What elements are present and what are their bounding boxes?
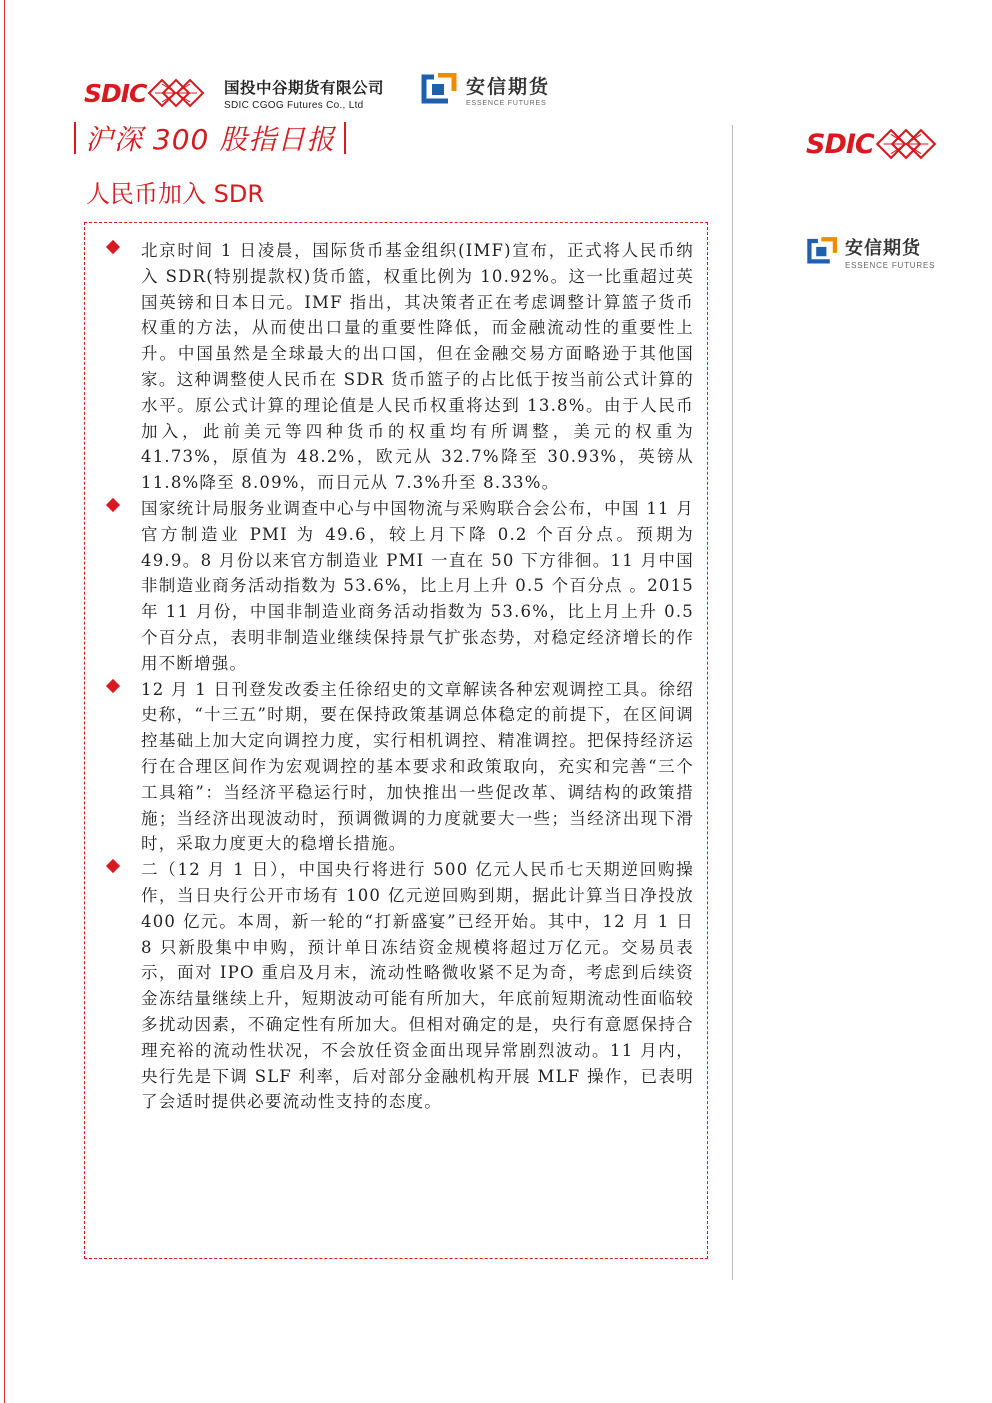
sdic-logo-sidebar [806,128,937,160]
page-left-rule [4,0,5,1403]
company-name-en: SDIC CGOG Futures Co., Ltd [224,100,364,111]
company-name-cn: 国投中谷期货有限公司 [224,79,385,97]
bullet-text: 北京时间 1 日凌晨，国际货币基金组织(IMF)宣布，正式将人民币纳入 SDR(特别提款权)货币篮，权重比例为 10.92%。这一比重超过英国英镑和日本日元。IMF 指出，其决策者正在考虑调整计算篮子货币权重的方法，从而使出口量的重要性降低，而金融流动性的重要性上升。中国虽然是全球最大的出口国，但在金融交易方面略逊于其他国家。这种调整使人民币在 SDR 货币篮子的占比低于按当前公式计算的水平。原公式计算的理论值是人民币权重将达到 13.8%。由于人民币加入，此前美元等四种货币的权重均有所调整，美元的权重为 41.73%，原值为 48.2%，欧元从 32.7%降至 30.93%，英镑从 11.8%降至 8.09%，而日元从 7.3%升至 8.33%。 [141,241,694,493]
essence-name-cn: 安信期货 [466,76,551,98]
sdic-logo-text-sidebar: SDIC [806,128,874,160]
diamond-bullet-icon [106,240,120,254]
report-title-text: 沪深 300 股指日报 [85,123,336,156]
sdic-diamond-icon [147,78,205,108]
list-item [104,857,694,1115]
list-item [104,238,694,496]
diamond-bullet-icon [106,859,120,873]
sdic-diamond-icon-sidebar [875,128,937,160]
essence-logo-icon [420,73,460,107]
essence-name-cn-sidebar: 安信期货 [845,238,921,259]
title-right-bar [344,122,346,154]
essence-logo-icon-sidebar [806,236,840,268]
sidebar-divider [732,125,733,1280]
diamond-bullet-icon [106,678,120,692]
list-item [104,677,694,858]
bullet-text: 12 月 1 日刊登发改委主任徐绍史的文章解读各种宏观调控工具。徐绍史称，“十三五”时期，要在保持政策基调总体稳定的前提下，在区间调控基础上加大定向调控力度，实行相机调控、精准调控。把保持经济运行在合理区间作为宏观调控的基本要求和政策取向，充实和完善“三个工具箱”：当经济平稳运行时，加快推出一些促改革、调结构的政策措施；当经济出现波动时，预调微调的力度就要大一些；当经济出现下滑时，采取力度更大的稳增长措施。 [141,679,694,854]
cgog-company-name [224,76,384,111]
sdic-logo-header [84,78,205,108]
list-item [104,496,694,677]
bullet-text: 国家统计局服务业调查中心与中国物流与采购联合会公布，中国 11 月官方制造业 PMI 为 49.6，较上月下降 0.2 个百分点。预期为 49.9。8 月份以来官方制造业 PMI 一直在 50 下方徘徊。11 月中国非制造业商务活动指数为 53.6%，比上月上升 0.5 个百分点 。2015 年 11 月份，中国非制造业商务活动指数为 53.6%，比上月上升 0.5 个百分点，表明非制造业继续保持景气扩张态势，对稳定经济增长的作用不断增强。 [141,498,694,673]
essence-name-en-sidebar: ESSENCE FUTURES [845,261,936,270]
essence-name-en: ESSENCE FUTURES [466,100,547,107]
section-title: 人民币加入 SDR [86,180,265,208]
sdic-logo-text: SDIC [84,78,147,108]
diamond-bullet-icon [106,498,120,512]
news-bullet-list [104,238,694,1115]
essence-logo-sidebar [806,234,935,270]
report-title [74,118,346,158]
bullet-text: 二（12 月 1 日），中国央行将进行 500 亿元人民币七天期逆回购操作，当日央行公开市场有 100 亿元逆回购到期，据此计算当日净投放 400 亿元。本周，新一轮的“打新盛宴”已经开始。其中，12 月 1 日 8 只新股集中申购，预计单日冻结资金规模将超过万亿元。交易员表示，面对 IPO 重启及月末，流动性略微收紧不足为奇，考虑到后续资金冻结量继续上升，短期波动可能有所加大，年底前短期流动性面临较多扰动因素，不确定性有所加大。但相对确定的是，央行有意愿保持合理充裕的流动性状况，不会放任资金面出现异常剧烈波动。11 月内，央行先是下调 SLF 利率，后对部分金融机构开展 MLF 操作，已表明了会适时提供必要流动性支持的态度。 [141,860,694,1112]
essence-logo-header [420,72,550,107]
